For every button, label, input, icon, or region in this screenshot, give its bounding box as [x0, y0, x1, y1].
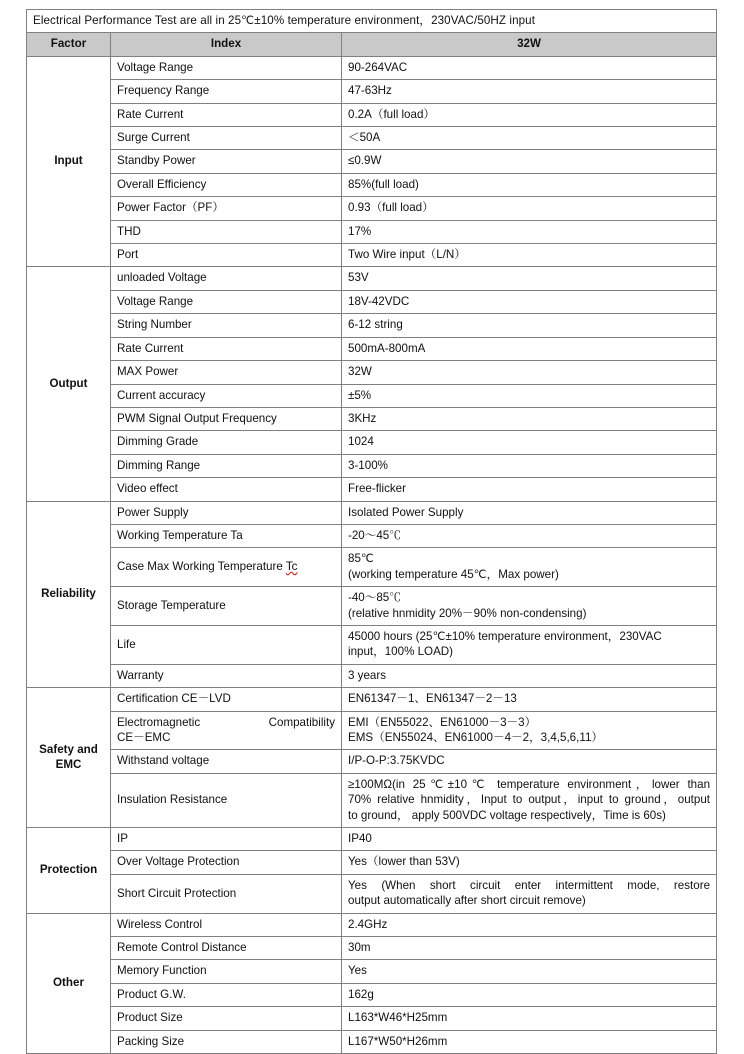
header-factor: Factor [27, 33, 111, 56]
index-label: unloaded Voltage [111, 267, 342, 290]
value-text: 18V-42VDC [342, 290, 717, 313]
table-row [27, 913, 717, 936]
index-label: Power Factor（PF） [111, 197, 342, 220]
index-label: Over Voltage Protection [111, 851, 342, 874]
index-line-2: CE－EMC [117, 731, 171, 744]
index-label: Insulation Resistance [111, 773, 342, 827]
index-label: Voltage Range [111, 290, 342, 313]
index-label: Warranty [111, 664, 342, 687]
table-row [27, 407, 717, 430]
value-text: 32W [342, 361, 717, 384]
value-text-insulation [342, 773, 717, 827]
value-text: Isolated Power Supply [342, 501, 717, 524]
factor-line-2: EMC [55, 758, 82, 772]
value-line-3: to ground， apply 500VDC voltage respectively，Time is 60s) [348, 808, 666, 822]
index-label: Dimming Range [111, 454, 342, 477]
index-label-case-max-temp [111, 548, 342, 587]
factor-other: Other [27, 913, 111, 1053]
header-index: Index [111, 33, 342, 56]
spellcheck-underlined-text: Tc [285, 560, 298, 574]
index-label: Product Size [111, 1007, 342, 1030]
table-row [27, 478, 717, 501]
index-label: Voltage Range [111, 56, 342, 79]
factor-reliability: Reliability [27, 501, 111, 688]
value-text [342, 711, 717, 750]
table-row [27, 103, 717, 126]
table-row [27, 625, 717, 664]
specification-table [26, 9, 717, 1054]
table-row [27, 1007, 717, 1030]
value-line-2: (relative hnmidity 20%－90% non-condensing) [348, 606, 587, 620]
value-line-1: -40～85℃ [348, 591, 401, 605]
index-label: PWM Signal Output Frequency [111, 407, 342, 430]
value-line-1: 45000 hours (25℃±10% temperature environment，230VAC [348, 629, 662, 643]
value-text: Yes（lower than 53V) [342, 851, 717, 874]
value-text: Free-flicker [342, 478, 717, 501]
index-label: Power Supply [111, 501, 342, 524]
index-label: Rate Current [111, 103, 342, 126]
table-row [27, 361, 717, 384]
value-text: 3 years [342, 664, 717, 687]
value-text: ±5% [342, 384, 717, 407]
value-text: 90-264VAC [342, 56, 717, 79]
index-label: Product G.W. [111, 983, 342, 1006]
table-row [27, 173, 717, 196]
index-label: THD [111, 220, 342, 243]
table-row [27, 851, 717, 874]
value-line-1: ≥100MΩ(in 25℃±10℃ temperature environment，lower than [348, 777, 711, 791]
value-line-2: 70% relative hnmidity，Input to output，input to ground，output [348, 793, 711, 807]
value-text: 1024 [342, 431, 717, 454]
table-row [27, 960, 717, 983]
value-line-1: Yes (When short circuit enter intermittent mode, restore [348, 878, 711, 892]
value-line-1: 85℃ [348, 552, 374, 566]
table-row [27, 711, 717, 750]
index-label: Rate Current [111, 337, 342, 360]
value-text [342, 548, 717, 587]
index-label: Short Circuit Protection [111, 874, 342, 913]
table-row [27, 587, 717, 626]
value-text: 3-100% [342, 454, 717, 477]
value-text: 3KHz [342, 407, 717, 430]
value-text-short-circuit [342, 874, 717, 913]
table-row [27, 290, 717, 313]
table-row [27, 454, 717, 477]
index-label: Current accuracy [111, 384, 342, 407]
value-text: 0.2A（full load） [342, 103, 717, 126]
value-text: 6-12 string [342, 314, 717, 337]
table-row [27, 874, 717, 913]
factor-protection: Protection [27, 828, 111, 914]
table-row [27, 501, 717, 524]
value-line-2: output automatically after short circuit remove) [348, 894, 586, 908]
table-row [27, 1030, 717, 1053]
table-row [27, 524, 717, 547]
index-label: String Number [111, 314, 342, 337]
value-text [342, 625, 717, 664]
index-line-1: Electromagnetic Compatibility [117, 715, 335, 729]
index-label: Certification CE－LVD [111, 688, 342, 711]
index-label-emc [111, 711, 342, 750]
factor-input: Input [27, 56, 111, 267]
table-header-row [27, 33, 717, 56]
value-line-2: (working temperature 45℃，Max power) [348, 567, 559, 581]
value-text: ≤0.9W [342, 150, 717, 173]
index-label: Memory Function [111, 960, 342, 983]
value-text: 47-63Hz [342, 80, 717, 103]
index-label: Working Temperature Ta [111, 524, 342, 547]
table-row [27, 384, 717, 407]
value-text: IP40 [342, 828, 717, 851]
value-text: 53V [342, 267, 717, 290]
value-line-2: input，100% LOAD) [348, 645, 454, 659]
table-row [27, 127, 717, 150]
factor-output: Output [27, 267, 111, 501]
value-line-1: EMI（EN55022、EN61000－3－3） [348, 715, 537, 729]
table-row [27, 983, 717, 1006]
header-value: 32W [342, 33, 717, 56]
value-text [342, 587, 717, 626]
value-text: Two Wire input（L/N） [342, 244, 717, 267]
index-label: Life [111, 625, 342, 664]
table-row [27, 937, 717, 960]
factor-line-1: Safety and [39, 742, 98, 756]
table-row [27, 314, 717, 337]
index-label: Dimming Grade [111, 431, 342, 454]
index-label: Standby Power [111, 150, 342, 173]
index-label: MAX Power [111, 361, 342, 384]
table-row [27, 56, 717, 79]
table-row [27, 548, 717, 587]
value-text: -20～45℃ [342, 524, 717, 547]
index-label: Wireless Control [111, 913, 342, 936]
value-text: EN61347－1、EN61347－2－13 [342, 688, 717, 711]
table-row [27, 220, 717, 243]
table-row [27, 431, 717, 454]
table-title-row [27, 10, 717, 33]
value-text: ＜50A [342, 127, 717, 150]
index-label: Port [111, 244, 342, 267]
index-label: Storage Temperature [111, 587, 342, 626]
table-row [27, 150, 717, 173]
value-text: 0.93（full load） [342, 197, 717, 220]
value-text: 85%(full load) [342, 173, 717, 196]
index-label: Packing Size [111, 1030, 342, 1053]
table-row [27, 80, 717, 103]
value-text: Yes [342, 960, 717, 983]
table-row [27, 688, 717, 711]
index-label: Surge Current [111, 127, 342, 150]
value-text: L163*W46*H25mm [342, 1007, 717, 1030]
table-row [27, 828, 717, 851]
table-row [27, 773, 717, 827]
index-label-text: Case Max Working Temperature [117, 560, 286, 574]
index-label: Video effect [111, 478, 342, 501]
value-line-2: EMS（EN55024、EN61000－4－2，3,4,5,6,11） [348, 731, 603, 744]
electrical-test-note: Electrical Performance Test are all in 25℃±10% temperature environment，230VAC/50HZ input [27, 10, 717, 33]
value-text: 17% [342, 220, 717, 243]
value-text: 500mA-800mA [342, 337, 717, 360]
index-label: Remote Control Distance [111, 937, 342, 960]
value-text: 30m [342, 937, 717, 960]
index-label: Withstand voltage [111, 750, 342, 773]
table-row [27, 267, 717, 290]
value-text: 162g [342, 983, 717, 1006]
factor-safety-emc [27, 688, 111, 828]
table-row [27, 337, 717, 360]
table-row [27, 244, 717, 267]
table-row [27, 664, 717, 687]
index-label: Overall Efficiency [111, 173, 342, 196]
value-text: 2.4GHz [342, 913, 717, 936]
table-row [27, 750, 717, 773]
value-text: L167*W50*H26mm [342, 1030, 717, 1053]
index-label: IP [111, 828, 342, 851]
table-row [27, 197, 717, 220]
index-label: Frequency Range [111, 80, 342, 103]
value-text: I/P-O-P:3.75KVDC [342, 750, 717, 773]
